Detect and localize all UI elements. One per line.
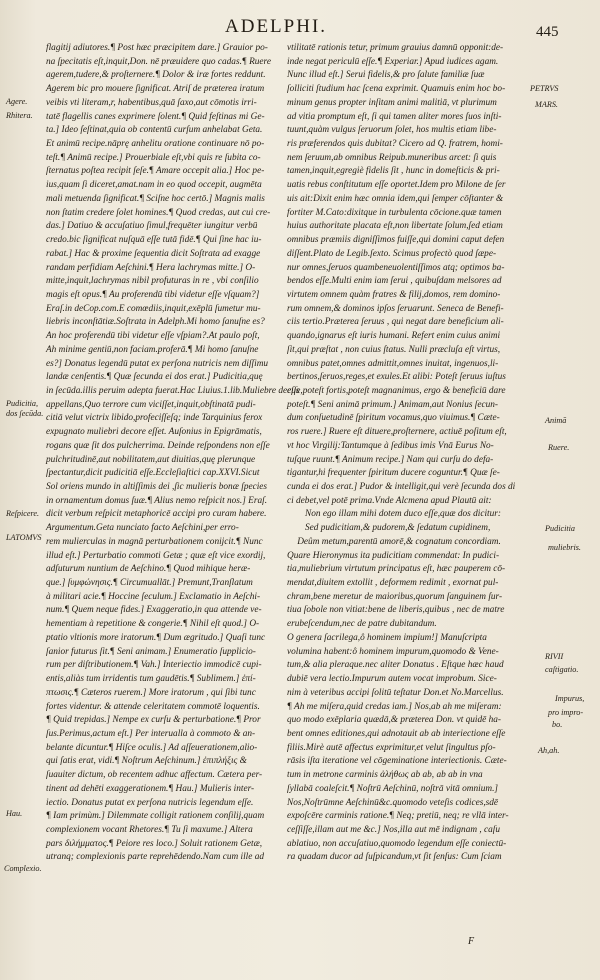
text-line: mali metuenda ſignificat.¶ Sciſne hoc certō.] Magnis malis: [46, 193, 265, 204]
text-line: agerem,tudere,& proſternere.¶ Dolor & iræ fortes reddunt.: [46, 70, 266, 81]
text-line: volumina habent:ô hominem impurum,quomodo & Vene-: [287, 646, 499, 657]
text-line: ius,quam ſi diceret,amat.nam in eo quod occepit, augmēta: [46, 180, 262, 191]
text-line: ¶ Quid trepidas.] Nempe ex curſu & perturbatione.¶ Pror: [46, 715, 261, 726]
text-line: flagitij adiutores.¶ Post hæc præcipitem dare.] Grauior po-: [46, 43, 268, 53]
text-line: veibis vti literam,r, habentibus,quā ſaxo,aut cōmotis irri-: [46, 97, 257, 108]
text-line: vtilitatē rationis tetur, primum grauius damnū opponit:de-: [287, 43, 504, 53]
text-line: Nos,Noſtrūmne Aeſchinū&c.quomodo veteſis codices,sdē: [287, 797, 499, 808]
text-line: poteſt.¶ Seni animā primum.] Animam,aut Nonius ſecun-: [287, 399, 499, 410]
text-line: nim à veteribus accipi ſolitū teſtatur Don.et No.Marcellus.: [287, 687, 504, 698]
text-line: ablatiuo, non accuſatiuo,quomodo legendum eſſe coniectū-: [287, 838, 507, 849]
text-line: Eraſ.in deCop.com.E comœdiis,inquit,exēplū ſumetur mu-: [46, 303, 261, 314]
text-line: belante dicuntur.¶ Hiſce oculis.] Ad aſſeuerationem,alio-: [46, 742, 258, 753]
text-line: cunda ei dos erat.] Pudor & intelligit,qui verè ſecunda dos di: [287, 482, 516, 492]
text-line: citiā velut victrix libido,profeciſſeſq; inde Tarquinius ferox: [46, 413, 263, 424]
margin-note: Impurus,: [555, 694, 585, 703]
text-line: pars διλήμματος.¶ Peiore res loco.] Soluit rationem Getæ,: [46, 838, 263, 849]
text-line: in ſecūda.illis peruim adepta fuerat.Hac Liuius.1.lib.Muliebre decus: [46, 385, 300, 396]
text-line: Et animū recipe.nāprę anhelitu oratione continuare nō po-: [46, 139, 265, 150]
text-line: nem ſeruum,ab omnibus Reipub.muneribus arcet: ſi quis: [287, 152, 497, 163]
text-line: tamen,inquit,egregiè fidelis ſit , hunc in domeſticis & pri-: [287, 166, 500, 177]
text-line: ris præferendos quis dubitat? Cicero ad Q. fratrem, homi-: [287, 139, 503, 150]
text-line: tatē flagellis canes exprimere ſolent.¶ Quid feſtinas mi Ge-: [46, 111, 265, 122]
text-line: minum genus propter inſitam animi malitiā, vt plurimum: [287, 97, 497, 108]
text-line: tigantur,hi frequenter ſpiritum ducere coguntur.¶ Quæ ſe-: [287, 468, 500, 479]
text-line: ta.] Ideo ſeſtinat,quia ob contentū curſum anhelabat Geta.: [46, 125, 263, 136]
text-line: rem mulierculas in magnā perturbationem conijcit.¶ Nunc: [46, 536, 263, 547]
text-line: rāsis iſta iteratione vel cōgeminatione interiectionis. Cæte-: [287, 756, 507, 767]
margin-note: Pudicitia: [545, 524, 576, 533]
margin-note: muliebris.: [548, 543, 581, 552]
text-line: illud eſt.] Perturbatio commoti Getæ ; quæ eſt vice exordij,: [46, 550, 266, 561]
margin-note: Pudicitia,: [6, 399, 39, 408]
margin-note: Reſpicere.: [6, 509, 40, 518]
text-line: ptatio vltionis more iratorum.¶ Dum ægritudo.] Quaſi tunc: [46, 632, 266, 643]
text-line: ſuauiter dictum, ob recentem adhuc affectum. Cætera per-: [46, 770, 263, 781]
margin-note: Ruere.: [548, 443, 570, 452]
text-line: Ah minime gentiū,non faciam.proferā.¶ Mi homo ſanuſne: [46, 344, 259, 355]
text-line: teſt.¶ Animū recipe.] Prouerbiale eſt,vbi quis re ſubita co-: [46, 152, 261, 163]
margin-note: Hau.: [6, 809, 23, 818]
text-line: ciis tertio.Præterea ſeruus , qui negat dare beneficium ali-: [287, 317, 504, 328]
text-line: mendat,diuitem extollit , deformem redimit , exornat pul-: [287, 578, 499, 589]
text-line: iectio. Donatus putat ex perſona nutricis legendum eſſe.: [46, 797, 254, 808]
text-line: fortiter M.Cato:dixitque in turbulenta cōcione.quæ tamen: [287, 207, 502, 218]
text-line: dubiē vera lectio.Impurum autem vocat improbum. Sice-: [287, 674, 497, 685]
text-line: O genera ſacrilega,ô hominem impium!] Manuſcripta: [287, 632, 487, 643]
text-line: uatis rebus conſtitutum eſſe oportet.Idem pro Milone de ſer: [287, 180, 506, 191]
text-line: Quare Hieronymus ita pudicitiam commendat: In pudici-: [287, 550, 500, 561]
page-header: [0, 14, 600, 42]
margin-note: Animā: [545, 416, 567, 425]
margin-note: RIVII: [545, 652, 564, 661]
text-line: huius authoritate placata eſt,non libertate ſolum,ſed etiam: [287, 221, 503, 232]
text-line: hementiam à repetitione & congerie.¶ Nihil eſt quod.] O-: [46, 619, 260, 630]
margin-note: pro impro-: [548, 708, 584, 717]
text-line: tiua ſobole non vitiat:bene de liberis,quibus , nec de matre: [287, 605, 505, 616]
text-line: randam perfidiam Aeſchini.¶ Hera lachrymas mitte.] O-: [46, 262, 256, 273]
text-line: rum per diſtributionem.¶ Vah.] Interiectio immodicē cupi-: [46, 660, 262, 671]
margin-note: Rhitera.: [6, 111, 33, 120]
text-line: virtutem omnem quàm fratres & filij,domos, rem domino-: [287, 289, 501, 300]
text-line: rogans quæ ſit dos pulcherrima. Deinde reſpondens non eſſe: [46, 440, 270, 451]
text-line: mitte,inquit,lachrymas nibil profuturas in re , vbi conſilio: [46, 276, 259, 287]
text-line: ros ruere.] Ruere eſt dituere,proſternere, actiuē poſitum eſt,: [287, 427, 507, 438]
text-line: liebris inconſtātiæ.Soſtrata in Adelph.Mi homo ſanuſne es?: [46, 317, 265, 328]
running-title: ADELPHI.: [225, 16, 328, 37]
text-line: Sed pudicitiam,& pudorem,& ſedatum cupidinem,: [305, 523, 491, 534]
text-line: ¶ Iam primùm.] Dilemmate colligit rationem conſilij,quam: [46, 811, 265, 822]
text-line: tuunt,quàm vulgus ſeruorum ſolet, hos multis etiam libe-: [287, 125, 497, 136]
text-line: tinent ad dehēti exaggerationem.¶ Hau.] Mulieris inter-: [46, 783, 255, 794]
text-line: expugnato muliebri decore eſſet. Auſonius in Epigrāmatis,: [46, 427, 262, 438]
right-text-column: [287, 42, 516, 865]
margin-note: Ah,ah.: [538, 746, 560, 755]
text-line: non ſtatim credere ſolet homines.¶ Quod credas, aut cui cre-: [46, 207, 271, 218]
text-line: πτωσις.¶ Cæteros ruerem.] More iratorum , qui ſibi tunc: [46, 687, 256, 698]
text-line: Sol oriens mundo in altiſſimis dei ,ſic mulieris bonæ ſpecies: [46, 482, 268, 492]
text-line: vt hoc Virgilij:Tantumque à ſedibus imis Vnā Eurus No-: [287, 440, 494, 451]
margin-note: Agere.: [6, 97, 28, 106]
margin-note: PETRVS: [530, 84, 559, 93]
margin-note: bo.: [552, 720, 563, 729]
page-number: 445: [536, 24, 559, 40]
text-line: magis eſt opus.¶ Au proferendū tibi videtur eſſe vſquam?]: [46, 289, 260, 300]
margin-note: dos ſecūda.: [6, 409, 44, 418]
text-line: tum in metrone carminis ἀλήθως ab ab, ab ab in vna: [287, 770, 483, 781]
text-line: Deûm metum,parentū amorē,& cognatum concordiam.: [297, 536, 501, 547]
text-line: uis ait:Dixit enim hæc omnia idem,qui ſemper cōſtanter &: [287, 193, 504, 204]
text-line: bertinos,ſeruos,reges,et exules.Et alibi: Poteſt ſeruus iuſtus: [287, 372, 506, 383]
text-line: es?] Donatus legendū putat ex perſona nutricis nem diſſimu: [46, 358, 269, 369]
left-text-column: [46, 42, 300, 865]
text-line: dum conſuetudinē ſpiritum vocamus,quo viuimus.¶ Cæte-: [287, 413, 500, 424]
text-line: num.¶ Quem neque fides.] Exaggeratio,in qua attende ve-: [46, 605, 262, 616]
text-line: Argumentum.Geta nunciato facto Aeſchini,per erro-: [46, 523, 239, 534]
text-line: eſſe,poteſt fortis,poteſt magnanimus, ergo & beneficiū dare: [287, 385, 506, 396]
text-line: An hoc proferendū tibi videtur eſſe vſpiam?.At paulo poſt,: [46, 331, 260, 342]
text-line: tuſque ruunt.¶ Animum recipe.] Nam qui curſu do defa-: [287, 454, 494, 465]
text-line: ſus.Perimus,actum eſt.] Per interualla à commoto & an-: [46, 728, 256, 739]
text-line: dicit verbum reſpicit metaphoricē accipi pro curam habere.: [46, 509, 267, 520]
text-line: das.] Datiuo & accuſatiuo ſimul,frequēter iungitur verbū: [46, 221, 258, 232]
text-line: Non ego illam mihi dotem duco eſſe,quæ dos dicitur:: [305, 509, 501, 520]
text-line: Agerem bic pro mouere ſignificat. Atriſ de præterea iratum: [46, 84, 265, 95]
text-line: bendos eſſe.Multi enim iam ſerui , quibuſdam melsores ad: [287, 276, 502, 287]
text-line: chram,bene meretur de maioribus,quorum ſanguinem ſur-: [287, 591, 503, 602]
text-line: ſanior futurus ſit.¶ Seni animam.] Enumeratio ſupplicio-: [46, 646, 256, 657]
margin-note: Complexio.: [4, 864, 42, 873]
text-line: rum omnem,& dominos ipſos ſeruarunt. Seneca de Benefi-: [287, 303, 504, 314]
text-line: ſternatus poſtea recipit ſeſe.¶ Amare occepit alia.] Hoc pe-: [46, 166, 265, 177]
text-line: inde negat periculū eſſe.¶ Experiar.] Apud iudices agam.: [287, 56, 499, 67]
text-line: ci debet,vel potē prima.Vnde Alcmena apud Plautū ait:: [287, 495, 492, 506]
text-line: nur omnes,ſeruos quambeneuolentiſſimos atq; optimos ba-: [287, 262, 505, 273]
text-line: pulchritudinē,aut nobilitatem,aut diuitias,quę plerunque: [46, 454, 256, 465]
signature-mark: F: [468, 936, 475, 947]
text-line: ſit,qui præſtat , non cuius ſtatus. Nulli præcluſa eſt virtus,: [287, 344, 501, 355]
text-line: entis,aliàs tum irridentis tum gaudētis.¶ Sublimem.] ἐπί-: [46, 674, 256, 685]
text-line: in ornamentum domus ſuæ.¶ Alius nemo reſpicit nos.] Eraſ.: [46, 495, 268, 506]
text-line: Nunc illud eſt.] Serui fidelis,& pro ſalute familiæ ſuæ: [287, 70, 485, 81]
text-line: complexionem vocant Rhetores.¶ Tu ſi maxume.] Altera: [46, 824, 253, 835]
text-line: ſolliciti ſtudium hac ſcena exprimit. Quamuis enim hoc bo-: [287, 84, 506, 95]
text-line: filiis.Mirè autē affectus exprimitur,et velut ſingultus pſo-: [287, 742, 496, 753]
margin-note: MARS.: [535, 100, 558, 109]
text-line: ¶ Ah me miſera,quid credas iam.] Nos,ab ah me miſeram:: [287, 701, 502, 712]
text-line: à militari acie.¶ Hoccine ſeculum.] Exclamatio in Aeſchi-: [46, 591, 261, 602]
text-line: ra quadam ducor ad ſuſpicandum,vt ſit ſenſus: Cum ſciam: [287, 852, 502, 863]
text-line: ad vitia promptum eſt, ſi qui tamen aliter mores ſuos inſti-: [287, 111, 502, 122]
text-line: fortes videntur. & attende celeritatem commotē loquentis.: [46, 701, 260, 712]
text-line: quo modo exēplaria quædā,& præterea Don. vt quidē ha-: [287, 715, 501, 726]
text-line: qui ſatis erat, vidi.¶ Noſtrum Aeſchinum.] ἐπιπλήξις &: [46, 756, 247, 767]
text-line: utranq; complexionis parte reprehēdendo.Nam cum ille ad: [46, 852, 265, 863]
text-line: tum,& alia pleraque.nec aliter Donatus . Eſtque hæc haud: [287, 660, 504, 671]
text-line: ſpectantur,dicit pudicitiā eſſe.Eccleſiaſtici cap.XXVI.Sicut: [46, 468, 260, 479]
margin-note: LATOMVS: [6, 533, 42, 542]
text-line: appellans,Quo terrore cum viciſſet,inquit,obſtinatā pudi-: [46, 399, 256, 410]
text-line: adſuturum nuntium de Aeſchino.¶ Quod mihique heræ-: [46, 564, 251, 575]
text-line: na ſpecitatis eſt,inquit,Don. nē præuidere quo cadas.¶ Ruere: [46, 56, 271, 67]
margin-note: caſtigatio.: [545, 665, 579, 674]
text-line: bent omnes editiones,qui adnotauit ab ab interiectione eſſe: [287, 728, 506, 739]
text-line: credo.bic ſignificat nuſquā eſſe tutā fidē.¶ Qui ſine hac iu-: [46, 235, 262, 246]
text-line: expoſcēre carminis ratione.¶ Neq; pretiū, neq; re vllā inter-: [287, 811, 509, 822]
text-line: que.] ſυμφώνησις.¶ Circumuallāt.] Premunt,Tranſlatum: [46, 578, 253, 589]
text-line: tia,muliebrium virtutum principatus eſt, hæc pauperem cō-: [287, 564, 506, 575]
text-line: ſyllabā coaleſcit.¶ Noſtrū Aeſchinū, noſtrā vitā omnium.]: [287, 783, 499, 794]
text-line: erubeſcendum,nec de patre dubitandum.: [287, 619, 437, 630]
text-line: quando,ignarus eſt iuris humani. Refert enim cuius animi: [287, 331, 501, 342]
text-line: landæ cenſentis.¶ Quæ ſecunda ei dos erat.] Pudicitia,quę: [46, 372, 263, 383]
text-line: rabat.] Hac & proxime ſequentia dicit Soſtrata ad exagge: [46, 248, 261, 259]
text-line: ceſſiſſe,illam aut me &c.] Nos,illa aut mē indignam , caſu: [287, 824, 501, 835]
text-line: omnibus præmiis digniſſimos fuiſſe,qui domini caput defen: [287, 235, 505, 246]
text-line: omnibus patet,omnes admittit,omnes inuitat, ingenuos,li-: [287, 358, 499, 369]
text-line: diſſent.Plato de Legib.ſexto. Scimus profectò quod ſæpe-: [287, 248, 497, 259]
